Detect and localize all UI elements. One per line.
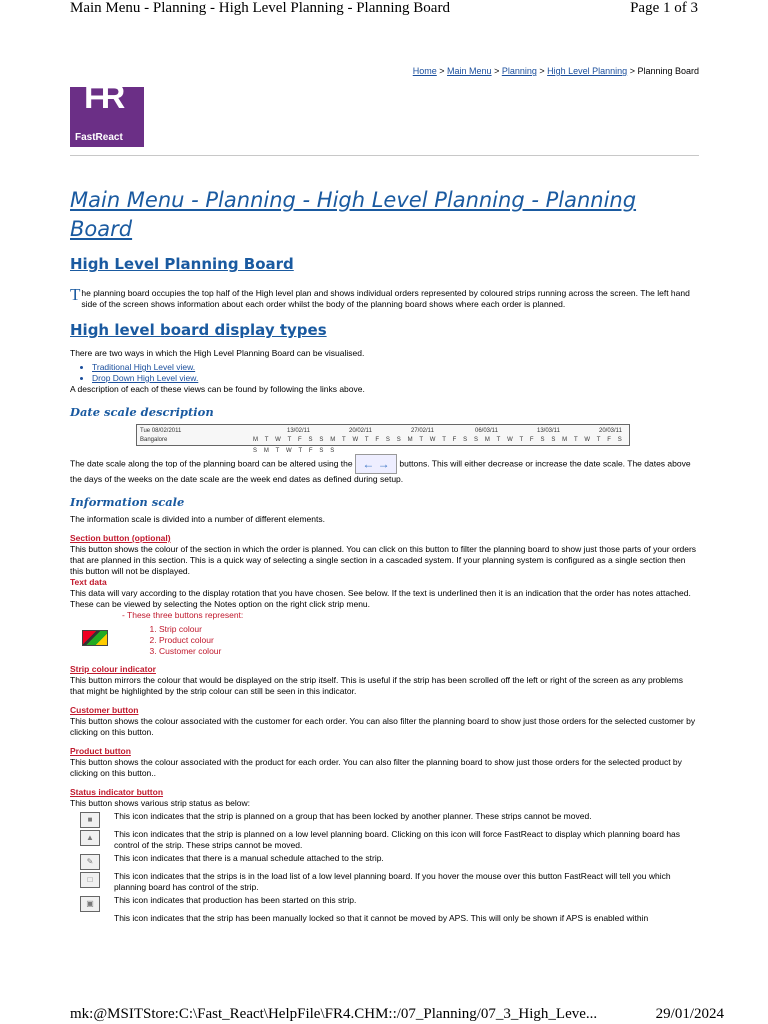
week-label: 20/02/11 [349, 428, 372, 434]
breadcrumb-planning-link[interactable]: Planning [501, 66, 537, 76]
print-footer-date: 29/01/2024 [655, 1006, 724, 1022]
print-footer-path: mk:@MSITStore:C:\Fast_React\HelpFile\FR4.CHM::/07_Planning/07_3_High_Leve... [70, 1006, 598, 1022]
display-types-lead: There are two ways in which the High Level Planning Board can be visualised. [70, 348, 365, 358]
legend-item: 3. Customer colour [159, 646, 221, 657]
manual-schedule-icon: ✎ [80, 854, 100, 870]
dropcap: T [70, 285, 81, 304]
strip-colour-icon [82, 630, 108, 646]
strip-colour-title: Strip colour indicator [70, 664, 156, 674]
week-label: 13/02/11 [287, 428, 310, 434]
legend-item: 2. Product colour [159, 635, 221, 646]
strip-colour-text: This button mirrors the colour that would be displayed on the strip itself. This is useful if the strip has been scrolled off the left or right of the screen as any problems that might be highlighted by the strip colour can still be seen in this indicator. [70, 675, 683, 696]
product-button-text: This button shows the colour associated with the product for each order. You can also filter the planning board to show just those orders for the selected product by clicking on this button.. [70, 757, 682, 778]
print-header-page: Page 1 of 3 [630, 0, 698, 16]
page-title: Main Menu - Planning - High Level Planning - Planning Board [70, 188, 637, 241]
print-header-title: Main Menu - Planning - High Level Planning - Planning Board [70, 0, 450, 16]
date-scale-date: Tue 08/02/2011 [140, 428, 182, 434]
customer-button-title: Customer button [70, 705, 139, 715]
status-row: ▲ This icon indicates that the strip is planned on a low level planning board. Clicking on this icon will force FastReact to display which planning board has control of the strip. These strips cannot be moved. [70, 829, 699, 851]
status-row: ■ This icon indicates that the strip is planned on a group that has been locked by another planner. These strips cannot be moved. [70, 811, 699, 827]
print-footer [70, 1002, 724, 1024]
week-label: 27/02/11 [411, 428, 434, 434]
three-buttons-text: - These three buttons represent: [122, 610, 244, 620]
status-indicator-title: Status indicator button [70, 787, 164, 797]
breadcrumb-main-menu-link[interactable]: Main Menu [447, 66, 492, 76]
breadcrumb-high-level-planning-link[interactable]: High Level Planning [547, 66, 628, 76]
status-indicator-lead: This button shows various strip status as below: [70, 798, 250, 808]
status-row: ▣ This icon indicates that production has been started on this strip. [70, 895, 699, 911]
low-level-board-icon: ▲ [80, 830, 100, 846]
drop-down-view-link[interactable]: • Drop Down High Level view. [92, 373, 699, 384]
date-scale-arrows-icon: ← → [355, 454, 397, 474]
intro-paragraph: The planning board occupies the top half of the High level plan and shows individual orders represented by coloured strips running across the screen. The left hand side of the screen shows information about each order whilst the body of the planning board shows where each order is planned. [70, 285, 690, 309]
status-row: This icon indicates that the strip has been manually locked so that it cannot be moved by APS. This will only be shown if APS is enabled within [114, 913, 649, 923]
section-button-text: This button shows the colour of the section in which the order is planned. You can click on this button to filter the planning board to show just those parts of your orders that are planned in this section. This is a quick way of selecting a single section in a cascaded system. If your planning system is configured as a single section then this button will not be displayed. [70, 544, 697, 576]
date-scale-place: Bangalore [140, 437, 168, 443]
product-button-title: Product button [70, 746, 131, 756]
section-title: High Level Planning Board [70, 255, 294, 273]
breadcrumb-current: Planning Board [637, 66, 699, 76]
status-row: ✎ This icon indicates that there is a manual schedule attached to the strip. [70, 853, 699, 869]
customer-button-text: This button shows the colour associated with the customer for each order. You can also filter the planning board to show just those orders for the selected customer by clicking on this button. [70, 716, 696, 737]
group-locked-icon: ■ [80, 812, 100, 828]
date-scale-text: The date scale along the top of the planning board can be altered using the ← → buttons. This will either decrease or increase the date scale. The dates above the days of the weeks on the date scale are the week end dates as defined during setup. [70, 454, 699, 485]
week-label: 20/03/11 [599, 428, 622, 434]
strip-legend [70, 624, 699, 660]
traditional-view-link[interactable]: • Traditional High Level view. [92, 362, 699, 373]
info-scale-lead: The information scale is divided into a number of different elements. [70, 514, 325, 524]
load-list-icon: □ [80, 872, 100, 888]
display-types-heading: High level board display types [70, 321, 327, 339]
text-data-text: This data will vary according to the display rotation that you have chosen. See below. If the text is underlined then it is an indication that the order has notes attached. These can be viewed by selecting the Notes option on the right click strip menu. [70, 588, 691, 609]
date-scale-image [136, 424, 630, 454]
info-scale-heading: Information scale [70, 495, 185, 509]
display-types-after: A description of each of these views can be found by following the links above. [70, 384, 365, 394]
week-label: 06/03/11 [475, 428, 498, 434]
views-list [70, 362, 699, 384]
print-header [70, 0, 698, 20]
logo-mark: FR [84, 78, 122, 116]
logo-word: FastReact [75, 132, 123, 143]
fastreact-logo [70, 78, 144, 147]
help-page [70, 60, 699, 929]
week-label: 13/03/11 [537, 428, 560, 434]
text-data-title: Text data [70, 577, 107, 587]
breadcrumb: Home > Main Menu > Planning > High Level Planning > Planning Board [412, 66, 699, 76]
section-button-title: Section button (optional) [70, 533, 171, 543]
production-started-icon: ▣ [80, 896, 100, 912]
breadcrumb-home-link[interactable]: Home [412, 66, 437, 76]
legend-list [145, 624, 221, 657]
logo-row [70, 78, 699, 156]
legend-item: 1. Strip colour [159, 624, 221, 635]
date-scale-heading: Date scale description [70, 405, 214, 419]
status-row: □ This icon indicates that the strips is in the load list of a low level planning board. If you hover the mouse over this button FastReact will tell you which planning board has control of the strip. [70, 871, 699, 893]
date-scale-days: M T W T F S S M T W T F S S M T W T F S S M T W T F S S M T W T F S S M T W T F S S [253, 437, 625, 454]
